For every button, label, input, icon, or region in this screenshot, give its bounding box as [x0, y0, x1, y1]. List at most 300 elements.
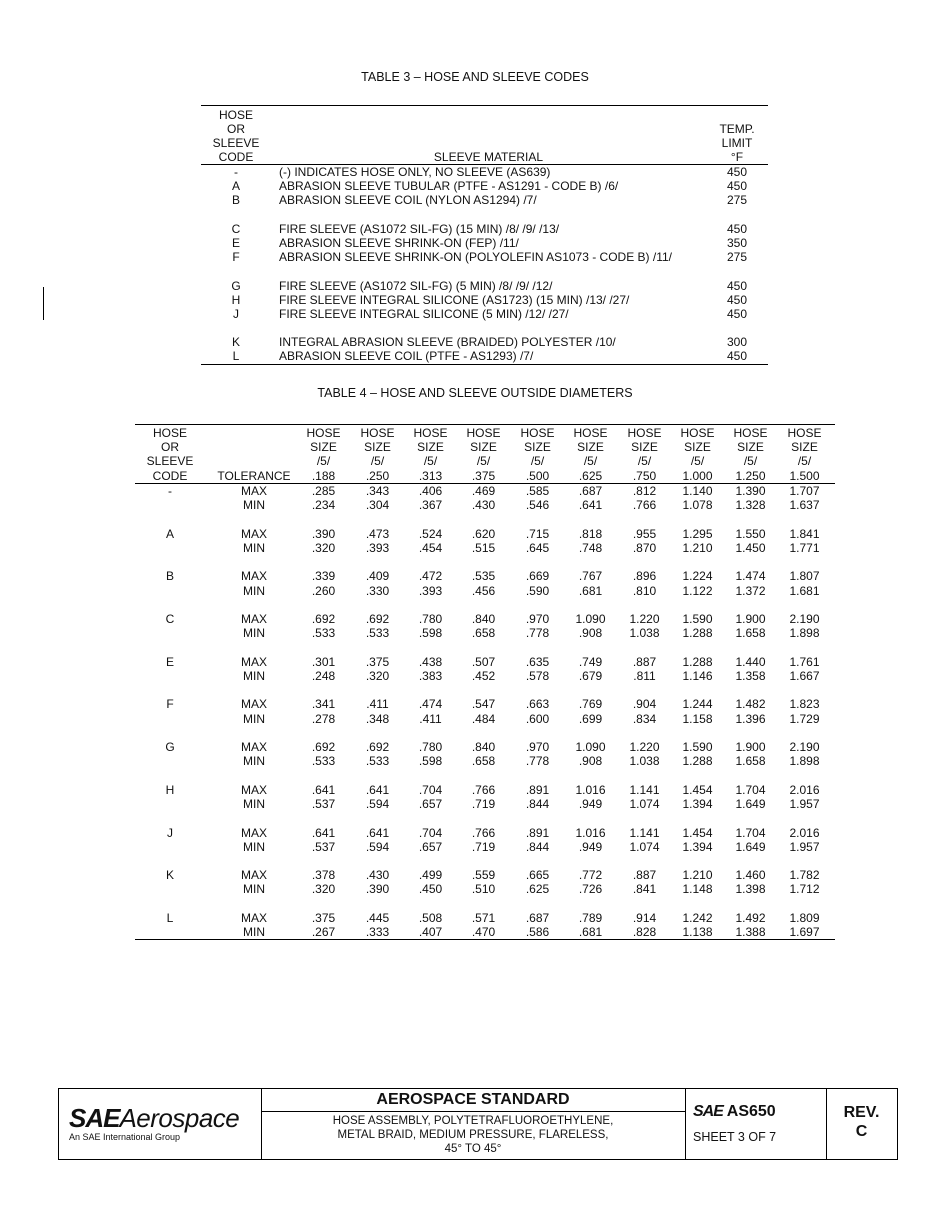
- table3-cell-code: K: [231, 335, 240, 350]
- table4-value: 1.900: [735, 740, 766, 755]
- table4-value: .378: [311, 868, 336, 883]
- table4-value: .692: [365, 740, 390, 755]
- table4-value: .625: [525, 882, 550, 897]
- table4-value: .778: [525, 626, 550, 641]
- table3-cell-code: J: [233, 306, 239, 321]
- table4-value: .484: [471, 711, 496, 726]
- table4-value: 2.190: [789, 740, 820, 755]
- table4-value: .330: [365, 583, 390, 598]
- table4-value: .641: [311, 825, 336, 840]
- table4-value: .949: [578, 797, 603, 811]
- table4-value: .452: [471, 668, 496, 683]
- table4-value: .333: [365, 925, 390, 940]
- table4-value: .472: [418, 569, 443, 584]
- table4-value: .780: [418, 740, 443, 755]
- table4-tolerance: MAX: [240, 782, 267, 797]
- table4-value: 1.667: [789, 668, 820, 683]
- revision-label: REV.: [843, 1104, 880, 1121]
- table4-min-row: [135, 669, 835, 683]
- table4-value: .719: [471, 839, 496, 854]
- table3-cell-material: ABRASION SLEEVE TUBULAR (PTFE - AS1291 - CODE B) /6/: [279, 179, 619, 194]
- table4-tolerance: MAX: [240, 825, 267, 840]
- table4-min-row: [135, 626, 835, 640]
- table4-value: .766: [632, 498, 657, 513]
- table4-value: .887: [632, 868, 657, 883]
- table4-value: .687: [578, 484, 603, 498]
- table4-value: .663: [525, 697, 550, 712]
- table4-value: 1.454: [682, 825, 713, 840]
- table3-material-header: SLEEVE MATERIAL: [433, 150, 544, 164]
- table4-value: 1.782: [789, 868, 820, 883]
- table4-tolerance: MAX: [240, 697, 267, 712]
- table4-value: 1.590: [682, 740, 713, 755]
- table4-value: .546: [525, 498, 550, 513]
- table4-body: [135, 484, 835, 939]
- table4-group: [135, 868, 835, 896]
- table4-value: .578: [525, 668, 550, 683]
- table4-value: 1.210: [682, 868, 713, 883]
- table4-value: .445: [365, 910, 390, 925]
- table3-cell-temp: 450: [726, 292, 748, 307]
- table4-value: .641: [311, 782, 336, 797]
- table3-cell-material: FIRE SLEEVE (AS1072 SIL-FG) (5 MIN) /8/ /9/ /12/: [279, 278, 553, 293]
- table3-body: [201, 165, 768, 364]
- table4-tolerance: MAX: [240, 484, 267, 498]
- table4-value: 1.224: [682, 569, 713, 584]
- table4-value: 1.900: [735, 612, 766, 627]
- table4-value: .812: [632, 484, 657, 498]
- table4-value: .524: [418, 526, 443, 541]
- table4-code: H: [165, 782, 175, 797]
- table4-value: .704: [418, 825, 443, 840]
- table4-value: .454: [418, 540, 443, 555]
- table3-cell-temp: 350: [726, 235, 748, 250]
- table4-value: .834: [632, 711, 657, 726]
- table4-value: .657: [418, 839, 443, 854]
- table4-tolerance: MIN: [243, 925, 265, 940]
- table4-value: 1.074: [629, 839, 660, 854]
- table4-value: 1.590: [682, 612, 713, 627]
- table4-value: 1.637: [789, 498, 820, 513]
- table4-value: .474: [418, 697, 443, 712]
- table4-size-header: HOSE SIZE /5/ .250: [360, 425, 395, 483]
- table4-value: .590: [525, 583, 550, 598]
- table4-max-row: [135, 484, 835, 498]
- table4-max-row: [135, 612, 835, 626]
- revision-cell: [826, 1089, 897, 1159]
- table4-value: .508: [418, 910, 443, 925]
- table4-value: 1.372: [735, 583, 766, 598]
- table4-value: .766: [471, 825, 496, 840]
- table4-max-row: [135, 826, 835, 840]
- table4-value: .594: [365, 839, 390, 854]
- table4-value: .473: [365, 526, 390, 541]
- table4-group: [135, 527, 835, 555]
- table4-code: A: [165, 526, 174, 541]
- hose-sleeve-codes-table: [201, 105, 768, 365]
- table4-value: .641: [578, 498, 603, 513]
- table4-value: .585: [525, 484, 550, 498]
- table3-cell-code: G: [231, 278, 241, 293]
- table4-tolerance: MIN: [243, 583, 265, 598]
- table4-value: .304: [365, 498, 390, 513]
- table3-row: [201, 165, 768, 179]
- table3-cell-temp: 450: [726, 349, 748, 364]
- table3-cell-material: ABRASION SLEEVE SHRINK-ON (FEP) /11/: [279, 235, 519, 250]
- standard-heading: AEROSPACE STANDARD: [261, 1089, 685, 1112]
- table4-value: 1.358: [735, 668, 766, 683]
- table4-code: E: [165, 654, 174, 669]
- table4-value: .692: [311, 740, 336, 755]
- table4-value: .767: [578, 569, 603, 584]
- table4-header: [135, 425, 835, 484]
- table3-row: [201, 279, 768, 293]
- table4-value: .828: [632, 925, 657, 940]
- table4-value: .635: [525, 654, 550, 669]
- table4-value: .393: [418, 583, 443, 598]
- table4-code: K: [165, 868, 174, 883]
- table4-max-row: [135, 868, 835, 882]
- table3-cell-material: ABRASION SLEEVE COIL (PTFE - AS1293) /7/: [279, 349, 534, 364]
- table4-value: 1.328: [735, 498, 766, 513]
- table4-value: 1.038: [629, 626, 660, 641]
- table4-value: .406: [418, 484, 443, 498]
- table4-value: 1.492: [735, 910, 766, 925]
- table4-value: .726: [578, 882, 603, 897]
- table4-value: .658: [471, 626, 496, 641]
- table4-size-header: HOSE SIZE /5/ .625: [573, 425, 608, 483]
- table4-code: B: [165, 569, 174, 584]
- table3-cell-material: FIRE SLEEVE (AS1072 SIL-FG) (15 MIN) /8/ /9/ /13/: [279, 221, 560, 236]
- table4-value: 1.450: [735, 540, 766, 555]
- table4-value: .383: [418, 668, 443, 683]
- table4-value: 1.388: [735, 925, 766, 940]
- table3-cell-code: -: [234, 165, 238, 179]
- table4-value: 1.390: [735, 484, 766, 498]
- table3-temp-header: TEMP. LIMIT °F: [719, 122, 755, 164]
- revision-value: C: [855, 1123, 868, 1140]
- table3-row: [201, 236, 768, 250]
- table4-value: .818: [578, 526, 603, 541]
- sae-aerospace-logo: SAEAerospace An SAE International Group: [59, 1089, 262, 1159]
- table4-group: [135, 697, 835, 725]
- table4-value: 1.288: [682, 626, 713, 641]
- table4-value: 1.394: [682, 839, 713, 854]
- table4-value: 1.440: [735, 654, 766, 669]
- table4-value: .769: [578, 697, 603, 712]
- table4-value: .343: [365, 484, 390, 498]
- table4-min-row: [135, 925, 835, 939]
- table4-value: 1.220: [629, 740, 660, 755]
- table4-value: .896: [632, 569, 657, 584]
- table4-value: .375: [311, 910, 336, 925]
- table4-value: .955: [632, 526, 657, 541]
- table4-value: 1.016: [575, 782, 606, 797]
- table3-row: [201, 179, 768, 193]
- table4-size-header: HOSE SIZE /5/ 1.500: [787, 425, 822, 483]
- sheet-number: SHEET 3 OF 7: [693, 1130, 777, 1144]
- table4-value: .970: [525, 612, 550, 627]
- table4-max-row: [135, 911, 835, 925]
- table4-value: .810: [632, 583, 657, 598]
- table4-value: .547: [471, 697, 496, 712]
- table4-value: .778: [525, 754, 550, 769]
- table3-cell-code: H: [231, 292, 241, 307]
- table4-value: 1.078: [682, 498, 713, 513]
- table4-value: 1.398: [735, 882, 766, 897]
- table4-value: .390: [311, 526, 336, 541]
- table4-value: 1.146: [682, 668, 713, 683]
- table4-value: .641: [365, 782, 390, 797]
- table4-value: 1.823: [789, 697, 820, 712]
- table4-value: .891: [525, 825, 550, 840]
- table4-code: G: [165, 740, 175, 755]
- table3-row: [201, 307, 768, 321]
- table4-value: .679: [578, 668, 603, 683]
- table4-title: TABLE 4 – HOSE AND SLEEVE OUTSIDE DIAMETERS: [317, 386, 633, 400]
- table4-value: .692: [311, 612, 336, 627]
- table3-cell-temp: 450: [726, 306, 748, 321]
- table3-cell-temp: 275: [726, 250, 748, 265]
- table4-value: .594: [365, 797, 390, 811]
- table4-size-header: HOSE SIZE /5/ 1.250: [733, 425, 768, 483]
- table4-value: 1.038: [629, 754, 660, 769]
- document-number-cell: [685, 1089, 827, 1159]
- table3-cell-temp: 450: [726, 221, 748, 236]
- table4-value: .887: [632, 654, 657, 669]
- table4-value: .870: [632, 540, 657, 555]
- table4-group: [135, 612, 835, 640]
- table4-value: .348: [365, 711, 390, 726]
- table4-code: J: [167, 825, 173, 840]
- table4-value: .645: [525, 540, 550, 555]
- table4-value: .535: [471, 569, 496, 584]
- table4-value: .390: [365, 882, 390, 897]
- table3-code-header: HOSE OR SLEEVE CODE: [212, 108, 260, 164]
- table4-value: 1.658: [735, 626, 766, 641]
- table4-min-row: [135, 797, 835, 811]
- table4-tolerance: MAX: [240, 612, 267, 627]
- table3-title: TABLE 3 – HOSE AND SLEEVE CODES: [361, 70, 589, 84]
- table4-value: 1.807: [789, 569, 820, 584]
- table4-tolerance-header: TOLERANCE: [217, 468, 291, 483]
- table4-code: F: [166, 697, 174, 712]
- table4-tolerance: MIN: [243, 797, 265, 811]
- table4-value: .248: [311, 668, 336, 683]
- table4-tolerance: MIN: [243, 882, 265, 897]
- table3-cell-code: E: [231, 235, 240, 250]
- table4-group: [135, 484, 835, 512]
- table4-value: 1.704: [735, 782, 766, 797]
- table4-group: [135, 569, 835, 597]
- table4-tolerance: MIN: [243, 668, 265, 683]
- table4-value: .687: [525, 910, 550, 925]
- table4-value: .600: [525, 711, 550, 726]
- table4-value: .772: [578, 868, 603, 883]
- table4-value: .840: [471, 612, 496, 627]
- table4-value: .699: [578, 711, 603, 726]
- table4-value: 1.138: [682, 925, 713, 940]
- table4-min-row: [135, 754, 835, 768]
- table4-value: .320: [365, 668, 390, 683]
- table4-value: 1.158: [682, 711, 713, 726]
- table4-value: .260: [311, 583, 336, 598]
- table4-min-row: [135, 712, 835, 726]
- table3-row: [201, 293, 768, 307]
- table4-value: .320: [311, 540, 336, 555]
- table4-value: 1.550: [735, 526, 766, 541]
- table4-value: .908: [578, 626, 603, 641]
- table4-value: .949: [578, 839, 603, 854]
- table4-value: .430: [471, 498, 496, 513]
- table4-max-row: [135, 527, 835, 541]
- table4-value: .533: [311, 626, 336, 641]
- table4-tolerance: MAX: [240, 526, 267, 541]
- table4-value: 1.841: [789, 526, 820, 541]
- table3-cell-material: (-) INDICATES HOSE ONLY, NO SLEEVE (AS639): [279, 165, 551, 179]
- table4-tolerance: MIN: [243, 711, 265, 726]
- table4-value: .715: [525, 526, 550, 541]
- table4-size-header: HOSE SIZE /5/ .375: [466, 425, 501, 483]
- table4-value: .681: [578, 583, 603, 598]
- table4-value: .267: [311, 925, 336, 940]
- table4-value: .499: [418, 868, 443, 883]
- table4-tolerance: MIN: [243, 498, 265, 513]
- table4-value: 1.122: [682, 583, 713, 598]
- table4-value: .641: [365, 825, 390, 840]
- table3-row: [201, 250, 768, 264]
- table4-value: .840: [471, 740, 496, 755]
- table3-cell-material: FIRE SLEEVE INTEGRAL SILICONE (AS1723) (15 MIN) /13/ /27/: [279, 292, 630, 307]
- table4-value: .537: [311, 839, 336, 854]
- table4-value: 1.454: [682, 782, 713, 797]
- table4-value: .665: [525, 868, 550, 883]
- table4-value: .658: [471, 754, 496, 769]
- table3-row: [201, 335, 768, 349]
- table4-group: [135, 783, 835, 811]
- table4-value: 1.016: [575, 825, 606, 840]
- table4-value: .841: [632, 882, 657, 897]
- table4-value: 1.242: [682, 910, 713, 925]
- table4-value: 1.141: [629, 825, 660, 840]
- table4-value: .657: [418, 797, 443, 811]
- table4-value: .692: [365, 612, 390, 627]
- revision-bar: [43, 287, 44, 320]
- table3-cell-temp: 450: [726, 165, 748, 179]
- table4-value: 1.707: [789, 484, 820, 498]
- table4-value: 1.288: [682, 654, 713, 669]
- table4-value: 1.295: [682, 526, 713, 541]
- table4-value: .766: [471, 782, 496, 797]
- table4-tolerance: MAX: [240, 740, 267, 755]
- table4-value: 1.074: [629, 797, 660, 811]
- table3-header: [201, 106, 768, 165]
- table4-value: 1.898: [789, 754, 820, 769]
- table4-group: [135, 911, 835, 939]
- table4-size-header: HOSE SIZE /5/ .500: [520, 425, 555, 483]
- table4-value: .407: [418, 925, 443, 940]
- table4-value: 1.809: [789, 910, 820, 925]
- table4-value: .914: [632, 910, 657, 925]
- table4-value: .789: [578, 910, 603, 925]
- table4-value: 1.394: [682, 797, 713, 811]
- table4-value: .970: [525, 740, 550, 755]
- table4-value: 1.220: [629, 612, 660, 627]
- table4-value: 1.140: [682, 484, 713, 498]
- table4-value: .515: [471, 540, 496, 555]
- table4-group: [135, 655, 835, 683]
- table4-code-header: HOSE OR SLEEVE CODE: [146, 425, 194, 483]
- outside-diameters-table: [135, 424, 835, 940]
- table4-size-header: HOSE SIZE /5/ .188: [306, 425, 341, 483]
- table4-tolerance: MIN: [243, 540, 265, 555]
- table4-value: .904: [632, 697, 657, 712]
- table4-size-header: HOSE SIZE /5/ .750: [627, 425, 662, 483]
- table4-value: .749: [578, 654, 603, 669]
- table4-value: 1.148: [682, 882, 713, 897]
- table4-size-header: HOSE SIZE /5/ 1.000: [680, 425, 715, 483]
- table3-cell-code: A: [231, 179, 240, 194]
- table4-value: 2.016: [789, 825, 820, 840]
- table3-cell-temp: 300: [726, 335, 748, 350]
- table4-value: 1.649: [735, 839, 766, 854]
- table4-value: 1.761: [789, 654, 820, 669]
- table4-value: 1.396: [735, 711, 766, 726]
- table4-value: .811: [633, 668, 656, 683]
- table4-value: .367: [418, 498, 443, 513]
- table4-value: 1.482: [735, 697, 766, 712]
- table4-code: -: [168, 484, 172, 498]
- table4-tolerance: MAX: [240, 654, 267, 669]
- table4-value: 1.957: [789, 839, 820, 854]
- table4-value: 1.288: [682, 754, 713, 769]
- table4-value: .780: [418, 612, 443, 627]
- table4-code: C: [165, 612, 175, 627]
- table4-value: .571: [471, 910, 496, 925]
- table4-value: .537: [311, 797, 336, 811]
- table4-value: .375: [365, 654, 390, 669]
- table4-value: .704: [418, 782, 443, 797]
- table4-value: 1.658: [735, 754, 766, 769]
- table4-value: .681: [578, 925, 603, 940]
- table4-value: .669: [525, 569, 550, 584]
- table4-value: .339: [311, 569, 336, 584]
- table4-value: .844: [525, 839, 550, 854]
- table4-value: 1.210: [682, 540, 713, 555]
- table4-value: 1.090: [575, 740, 606, 755]
- table4-value: .533: [311, 754, 336, 769]
- table4-value: .510: [471, 882, 496, 897]
- table4-value: 1.649: [735, 797, 766, 811]
- table4-max-row: [135, 783, 835, 797]
- table4-value: 1.712: [789, 882, 820, 897]
- table4-value: .438: [418, 654, 443, 669]
- table3-cell-code: B: [231, 193, 240, 208]
- table3-row: [201, 193, 768, 207]
- table4-value: 1.681: [789, 583, 820, 598]
- table4-value: .411: [419, 711, 442, 726]
- table4-group: [135, 826, 835, 854]
- table4-tolerance: MIN: [243, 754, 265, 769]
- table4-value: .456: [471, 583, 496, 598]
- table4-value: 1.729: [789, 711, 820, 726]
- table4-value: .320: [311, 882, 336, 897]
- table4-tolerance: MIN: [243, 839, 265, 854]
- table3-cell-material: ABRASION SLEEVE SHRINK-ON (POLYOLEFIN AS1073 - CODE B) /11/: [279, 250, 673, 265]
- table4-code: L: [166, 910, 174, 925]
- table4-max-row: [135, 697, 835, 711]
- table4-value: 1.898: [789, 626, 820, 641]
